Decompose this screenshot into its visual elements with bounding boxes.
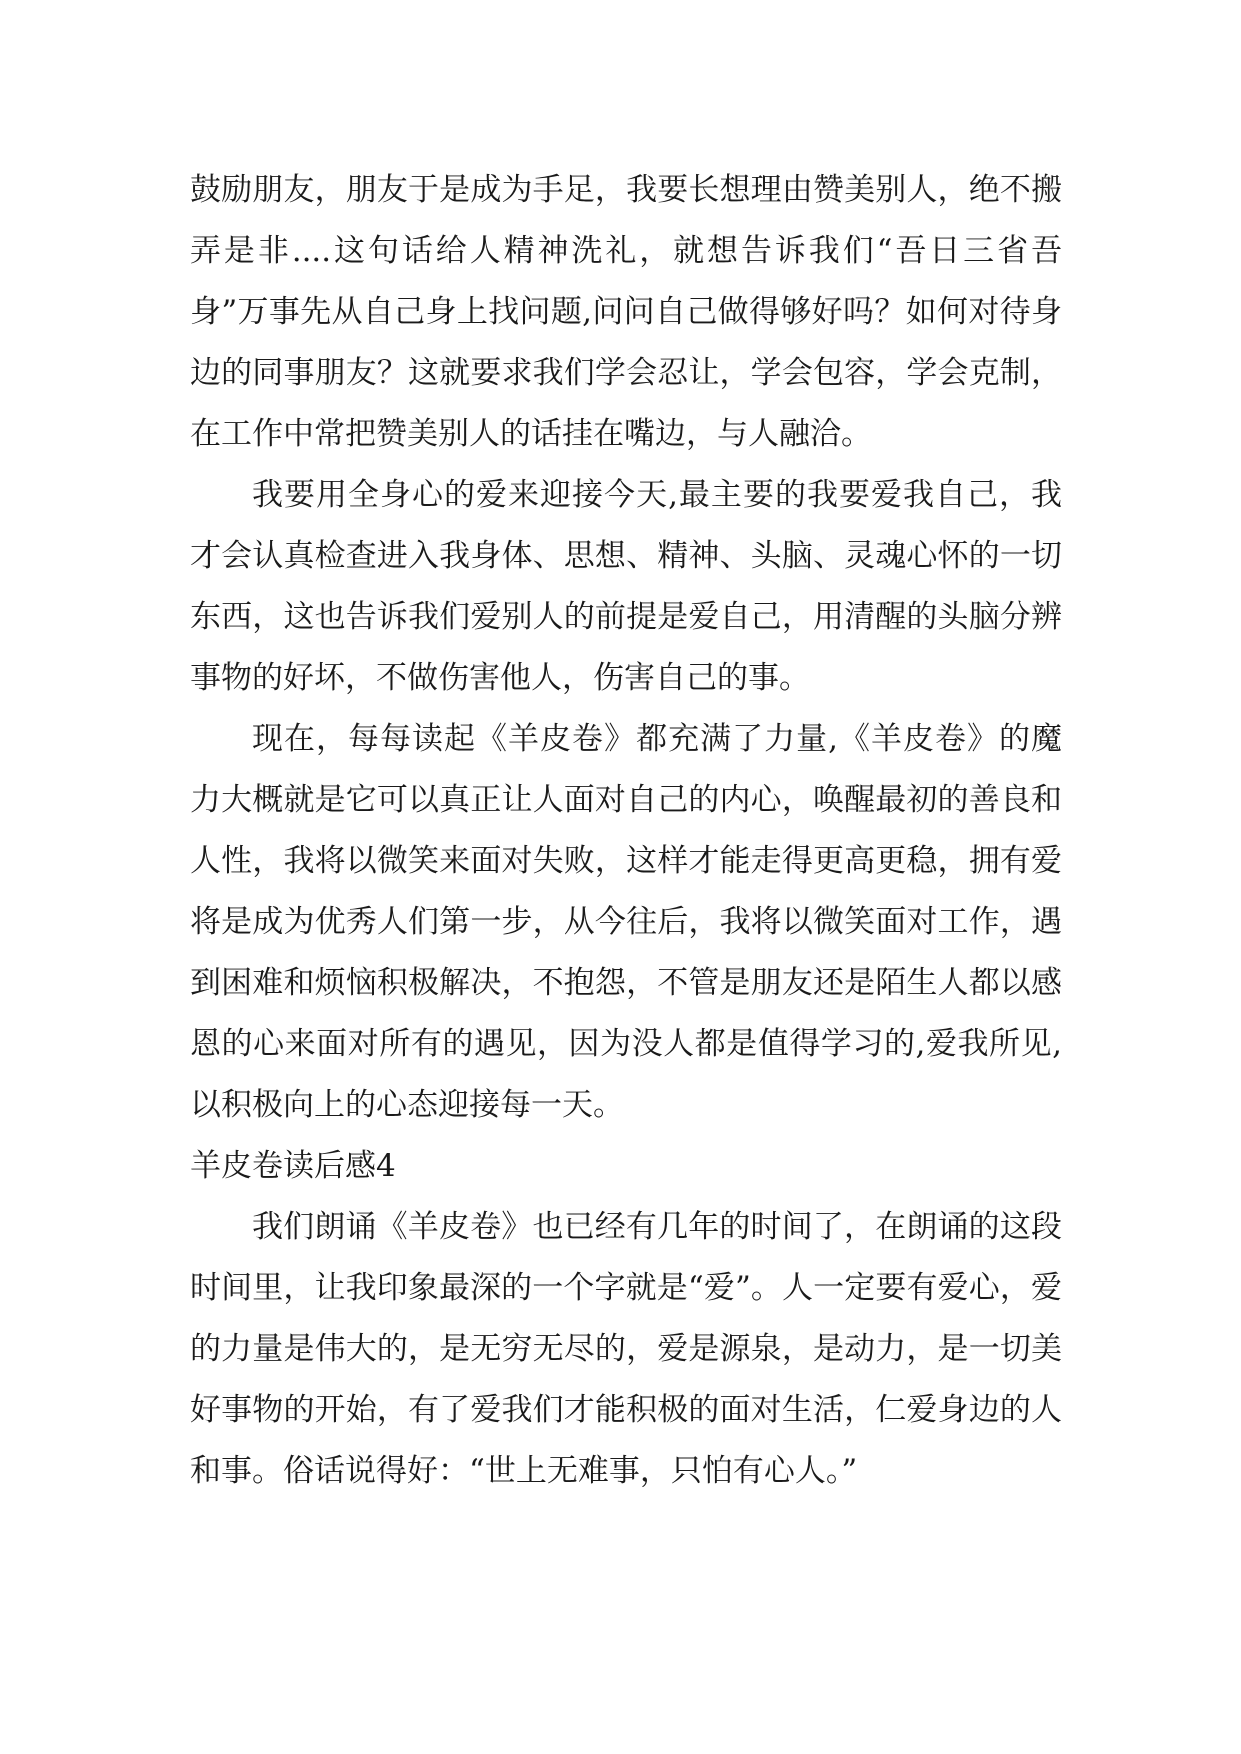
paragraph-3: 现在，每每读起《羊皮卷》都充满了力量,《羊皮卷》的魔力大概就是它可以真正让人面对自己的内心，唤醒最初的善良和人性，我将以微笑来面对失败，这样才能走得更高更稳，拥有爱将是成为优秀人们第一步，从今往后，我将以微笑面对工作，遇到困难和烦恼积极解决，不抱怨，不管是朋友还是陌生人都以感恩的心来面对所有的遇见，因为没人都是值得学习的,爱我所见,以积极向上的心态迎接每一天。 <box>190 721 1062 1123</box>
section-title: 羊皮卷读后感4 <box>190 1148 396 1184</box>
paragraph-1: 鼓励朋友，朋友于是成为手足，我要长想理由赞美别人，绝不搬弄是非....这句话给人精神洗礼，就想告诉我们“吾日三省吾身”万事先从自己身上找问题,问问自己做得够好吗？如何对待身边的同事朋友？这就要求我们学会忍让，学会包容，学会克制，在工作中常把赞美别人的话挂在嘴边，与人融洽。 <box>190 172 1062 452</box>
paragraph-2: 我要用全身心的爱来迎接今天,最主要的我要爱我自己，我才会认真检查进入我身体、思想、精神、头脑、灵魂心怀的一切东西，这也告诉我们爱别人的前提是爱自己，用清醒的头脑分辨事物的好坏，不做伤害他人，伤害自己的事。 <box>190 477 1062 696</box>
document-body <box>190 160 1062 1502</box>
section-paragraph-1: 我们朗诵《羊皮卷》也已经有几年的时间了，在朗诵的这段时间里，让我印象最深的一个字就是“爱”。人一定要有爱心，爱的力量是伟大的，是无穷无尽的，爱是源泉，是动力，是一切美好事物的开始，有了爱我们才能积极的面对生活，仁爱身边的人和事。俗话说得好：“世上无难事，只怕有心人。” <box>190 1209 1062 1489</box>
